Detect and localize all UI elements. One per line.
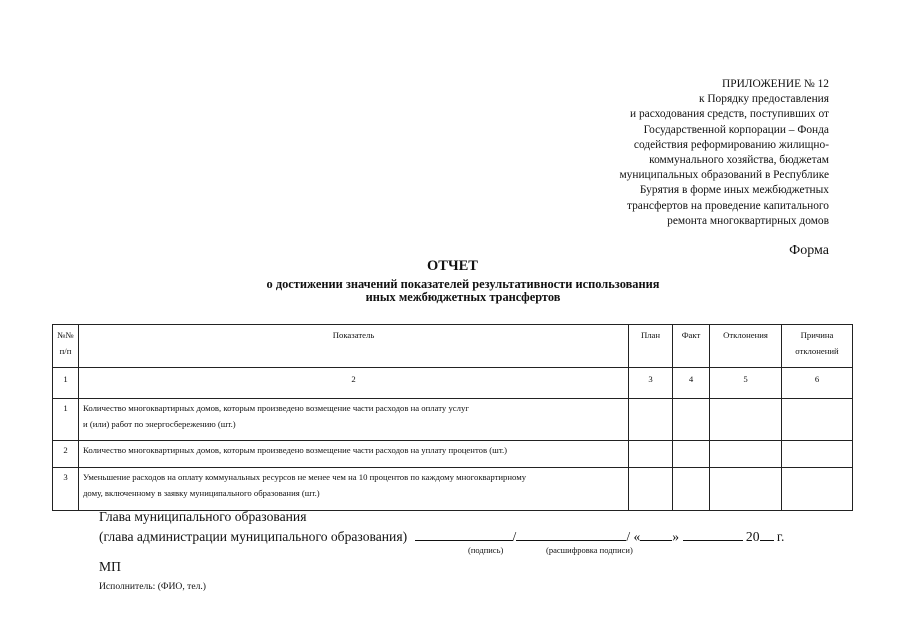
header-num-line: п/п [59,346,72,356]
date-month-field[interactable] [683,528,743,541]
indicator-line: Количество многоквартирных домов, которым произведено возмещение части расходов на уплату процентов (шт.) [83,445,508,455]
row-number: 3 [53,468,79,511]
row-indicator [79,399,629,441]
header-reason [782,325,853,368]
appendix-line: к Порядку предоставления [698,93,829,106]
slash-separator: / [512,529,517,544]
column-number: 1 [53,368,79,399]
header-indicator: Показатель [79,325,629,368]
row-number: 2 [53,441,79,468]
appendix-line: содействия реформированию жилищно- [633,138,829,151]
date-quote-open: / « [626,529,641,544]
decode-caption: (расшифровка подписи) [546,545,633,555]
header-fact: Факт [673,325,710,368]
date-year-suffix: г. [776,529,785,544]
appendix-line: Государственной корпорации – Фонда [643,123,829,136]
cell-fact[interactable] [673,468,710,511]
indicator-line: и (или) работ по энергосбережению (шт.) [83,419,236,429]
appendix-line: трансфертов на проведение капитального [626,199,829,212]
header-reason-line: Причина [800,330,834,340]
cell-reason[interactable] [782,441,853,468]
cell-deviation[interactable] [710,441,782,468]
table-row [53,468,853,511]
signature-decode-field[interactable] [516,528,626,541]
date-quote-close: » [672,529,680,544]
form-label: Форма [789,243,829,258]
date-day-field[interactable] [640,528,672,541]
column-number: 3 [629,368,673,399]
cell-deviation[interactable] [710,399,782,441]
signatory-title-alt: (глава администрации муниципального образования) [99,529,408,544]
appendix-line: коммунального хозяйства, бюджетам [649,154,829,167]
report-title: ОТЧЕТ [427,258,478,274]
appendix-line: ПРИЛОЖЕНИЕ № 12 [722,78,829,90]
indicators-table [52,324,853,511]
date-year-field[interactable] [760,528,774,541]
date-year-prefix: 20 [745,529,760,544]
indicator-line: дому, включенному в заявку муниципального образования (шт.) [83,488,320,498]
executor-line: Исполнитель: (ФИО, тел.) [99,581,206,592]
column-number-row [53,368,853,399]
subtitle-line: иных межбюджетных трансфертов [365,289,561,304]
cell-fact[interactable] [673,399,710,441]
report-subtitle [0,278,905,303]
column-number: 6 [782,368,853,399]
cell-reason[interactable] [782,468,853,511]
header-deviation: Отклонения [710,325,782,368]
signature-line [99,528,784,545]
column-number: 4 [673,368,710,399]
table-header-row [53,325,853,368]
appendix-header [529,77,829,229]
table-row [53,399,853,441]
header-reason-line: отклонений [795,346,839,356]
appendix-line: муниципальных образований в Республике [619,169,829,182]
table-row [53,441,853,468]
appendix-line: Бурятия в форме иных межбюджетных [639,184,829,197]
row-indicator [79,468,629,511]
cell-deviation[interactable] [710,468,782,511]
indicator-line: Количество многоквартирных домов, которым произведено возмещение части расходов на оплату услуг [83,403,469,413]
row-indicator [79,441,629,468]
header-num-line: №№ [57,330,74,340]
appendix-line: и расходования средств, поступивших от [630,108,829,121]
subtitle-line: о достижении значений показателей результативности использования [266,277,660,291]
header-num [53,325,79,368]
signature-field[interactable] [415,528,513,541]
cell-fact[interactable] [673,441,710,468]
signatory-title: Глава муниципального образования [99,509,307,524]
cell-plan[interactable] [629,441,673,468]
signature-caption: (подпись) [468,545,504,555]
indicator-line: Уменьшение расходов на оплату коммунальных ресурсов не менее чем на 10 процентов по каждому многоквартирному [83,472,527,482]
header-plan: План [629,325,673,368]
column-number: 5 [710,368,782,399]
stamp-place: МП [99,559,121,574]
appendix-line: ремонта многоквартирных домов [667,214,829,227]
column-number: 2 [79,368,629,399]
cell-reason[interactable] [782,399,853,441]
row-number: 1 [53,399,79,441]
cell-plan[interactable] [629,399,673,441]
cell-plan[interactable] [629,468,673,511]
